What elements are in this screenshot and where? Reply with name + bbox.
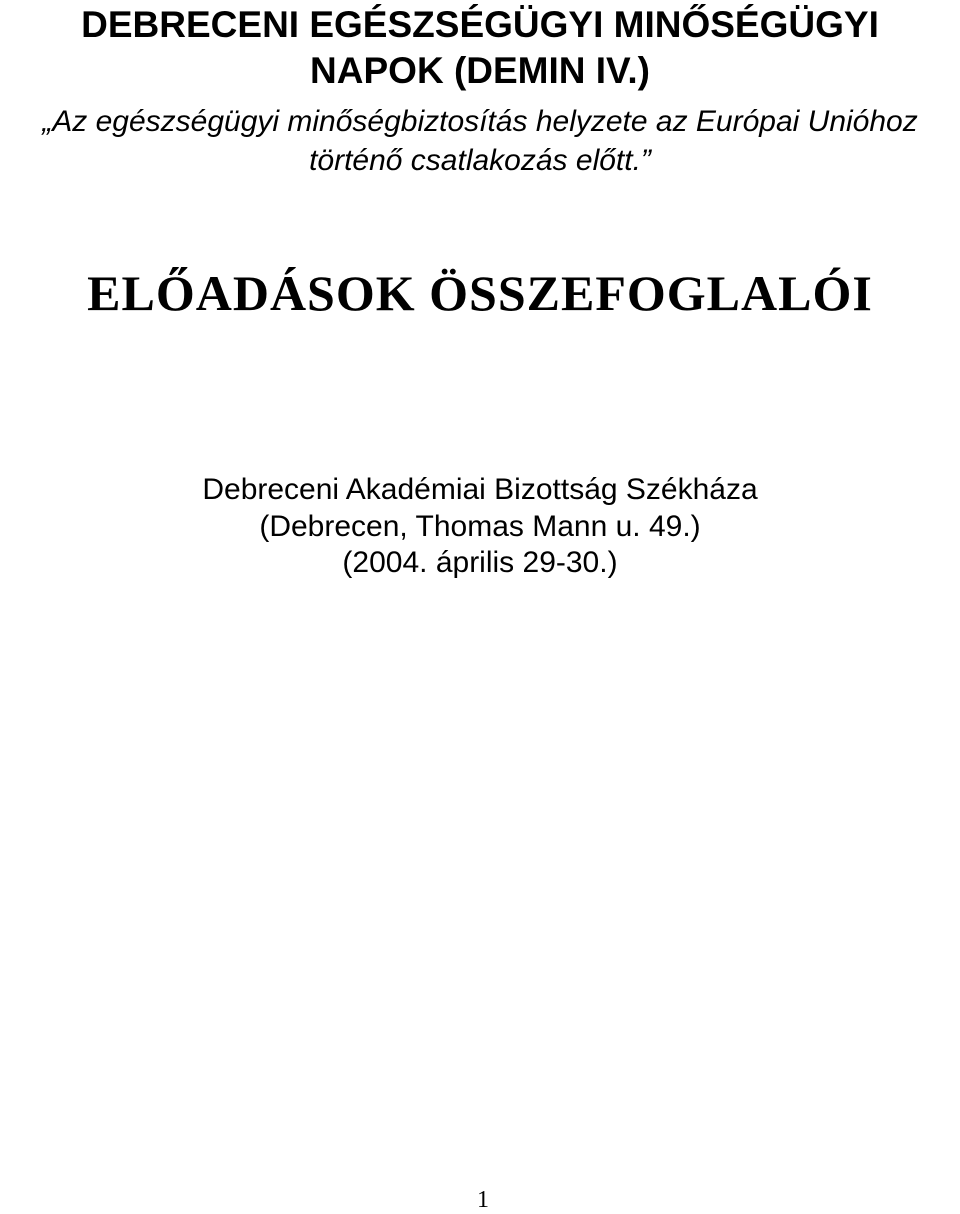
event-title-line-2: NAPOK (DEMIN IV.)	[310, 50, 650, 91]
event-subtitle-line-1: „Az egészségügyi minőségbiztosítás helyzete az Európai Unióhoz	[42, 105, 918, 138]
event-title-line-1: DEBRECENI EGÉSZSÉGÜGYI MINŐSÉGÜGYI	[81, 4, 879, 45]
event-dates: (2004. április 29-30.)	[342, 546, 618, 579]
venue-address: (Debrecen, Thomas Mann u. 49.)	[259, 510, 701, 543]
section-heading: ELŐADÁSOK ÖSSZEFOGLALÓI	[87, 265, 873, 321]
venue-name: Debreceni Akadémiai Bizottság Székháza	[202, 473, 758, 506]
event-subtitle-line-2: történő csatlakozás előtt.”	[309, 144, 651, 177]
page-number: 1	[477, 1187, 489, 1213]
